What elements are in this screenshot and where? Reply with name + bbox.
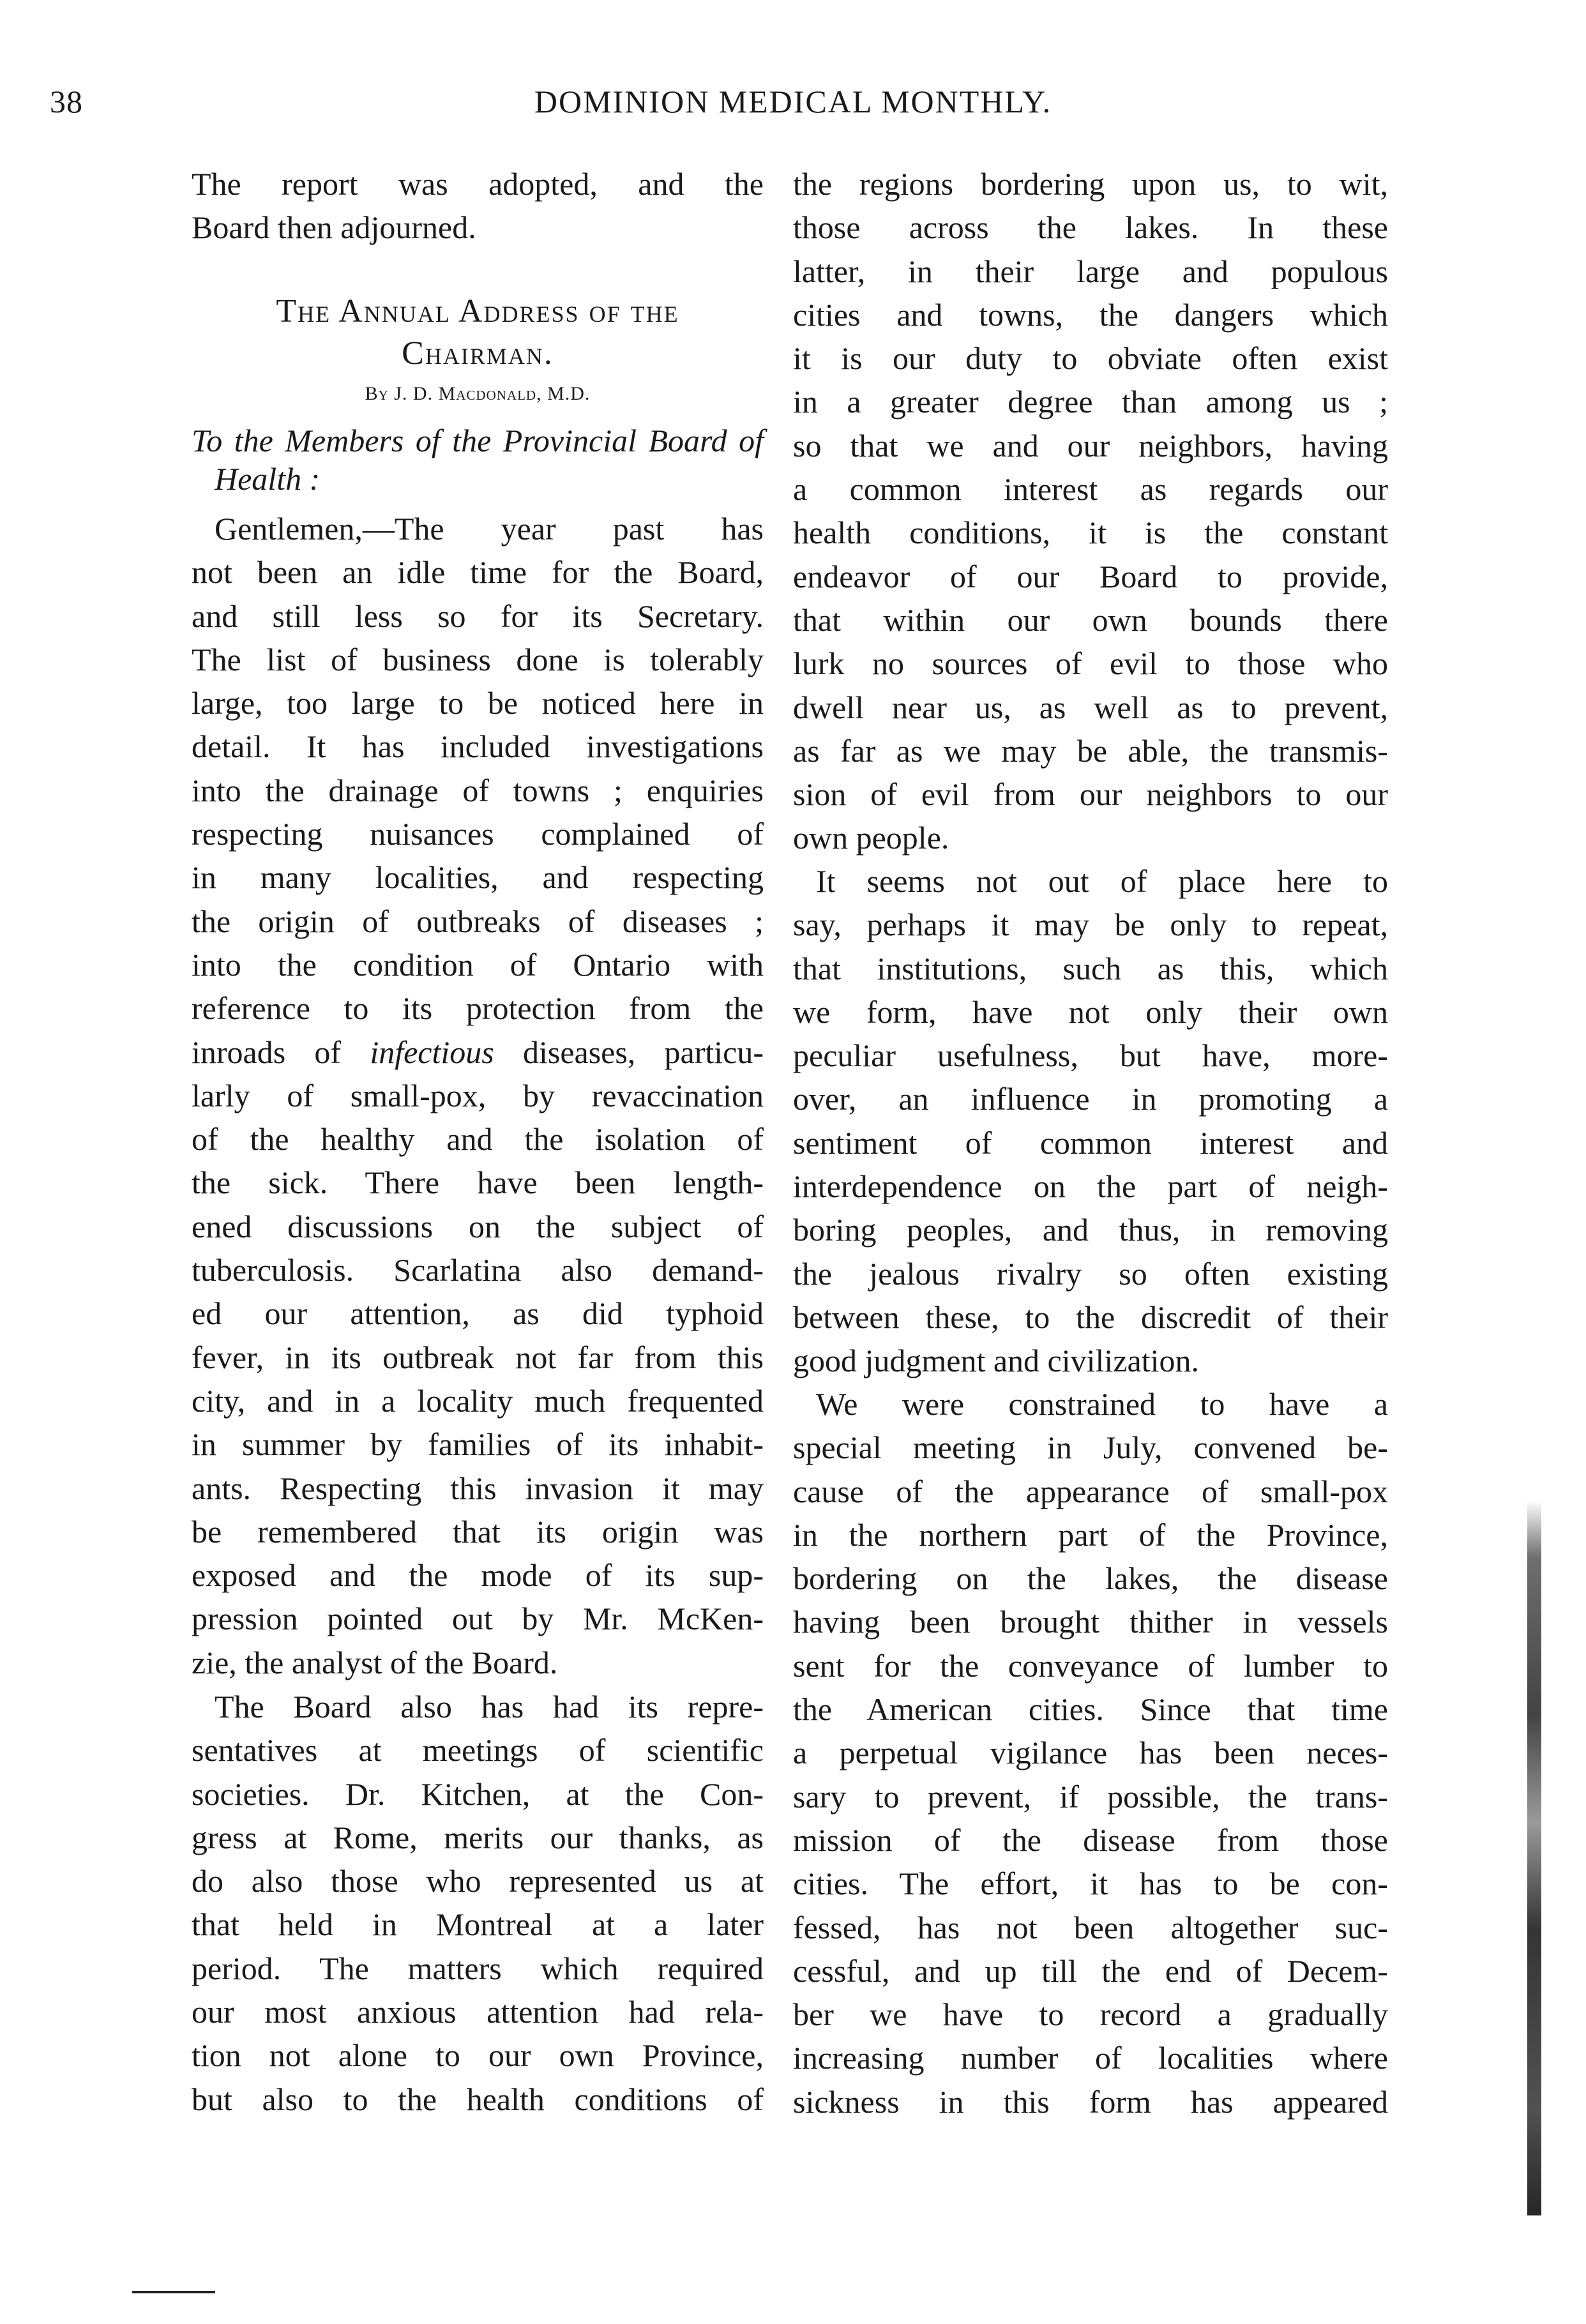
heading-line: Chairman.	[402, 335, 554, 372]
text-line: increasing number of localities where	[793, 2040, 1388, 2076]
heading-line: The Annual Address of the	[276, 293, 679, 329]
text-line: ants. Respecting this invasion it may	[192, 1470, 764, 1506]
text-line: ed our attention, as did typhoid	[192, 1295, 764, 1332]
text-line: the origin of outbreaks of diseases ;	[192, 903, 764, 939]
scan-artifact	[1527, 1500, 1541, 2215]
text-line: The list of business done is tolerably	[192, 641, 764, 677]
text-line: societies. Dr. Kitchen, at the Con-	[192, 1776, 764, 1812]
text-line: health conditions, it is the constant	[793, 515, 1388, 551]
text-line: The Board also has had its repre-	[215, 1689, 764, 1724]
text-line: It seems not out of place here to	[816, 863, 1388, 899]
text-span: inroads of	[192, 1034, 370, 1070]
text-line: tuberculosis. Scarlatina also demand-	[192, 1252, 764, 1288]
text-line: in summer by families of its inhabit-	[192, 1426, 764, 1463]
text-line: be remembered that its origin was	[192, 1513, 764, 1550]
text-line: good judgment and civilization.	[793, 1343, 1199, 1379]
text-line: not been an idle time for the Board,	[192, 554, 764, 591]
text-line: the jealous rivalry so often existing	[793, 1255, 1388, 1292]
text-line: pression pointed out by Mr. McKen-	[192, 1601, 764, 1637]
text-line: our most anxious attention had rela-	[192, 1994, 764, 2030]
text-line: say, perhaps it may be only to repeat,	[793, 907, 1388, 943]
text-line: mission of the disease from those	[793, 1822, 1388, 1858]
text-line: period. The matters which required	[192, 1950, 764, 1986]
text-line: respecting nuisances complained of	[192, 816, 764, 852]
text-line: zie, the analyst of the Board.	[192, 1644, 558, 1680]
text-line: gress at Rome, merits our thanks, as	[192, 1819, 764, 1855]
text-line: so that we and our neighbors, having	[793, 427, 1388, 464]
text-line: we form, have not only their own	[793, 993, 1388, 1030]
text-line: ened discussions on the subject of	[192, 1208, 764, 1244]
text-line: into the condition of Ontario with	[192, 946, 764, 983]
salutation	[192, 421, 764, 498]
text-line: sickness in this form has appeared	[793, 2083, 1388, 2120]
paragraph	[793, 859, 1388, 1383]
text-line: interdependence on the part of neigh-	[793, 1168, 1388, 1205]
text-line: as far as we may be able, the transmis-	[793, 732, 1388, 769]
text-line: tion not alone to our own Province,	[192, 2037, 764, 2074]
running-head: DOMINION MEDICAL MONTHLY.	[534, 84, 1052, 119]
text-line: city, and in a locality much frequented	[192, 1382, 764, 1419]
byline: By J. D. Macdonald, M.D.	[365, 383, 591, 404]
text-line: over, an influence in promoting a	[793, 1081, 1388, 1117]
text-line: Gentlemen,—The year past has	[215, 511, 764, 547]
text-span: diseases, particu-	[494, 1034, 764, 1070]
text-line: but also to the health conditions of	[192, 2081, 764, 2117]
byline-block	[192, 378, 764, 410]
text-line: having been brought thither in vessels	[793, 1604, 1388, 1640]
italic-text: infectious	[370, 1034, 494, 1070]
article-heading	[192, 290, 764, 375]
text-line: fessed, has not been altogether suc-	[793, 1909, 1388, 1945]
text-line: do also those who represented us at	[192, 1863, 764, 1899]
text-line: a perpetual vigilance has been neces-	[793, 1735, 1388, 1771]
text-line: Board then adjourned.	[192, 209, 476, 246]
text-line: cities. The effort, it has to be con-	[793, 1866, 1388, 1902]
paragraph	[793, 1382, 1388, 2124]
paragraph	[192, 162, 764, 250]
paragraph	[192, 507, 764, 1684]
text-line: sent for the conveyance of lumber to	[793, 1647, 1388, 1684]
text-line: the American cities. Since that time	[793, 1691, 1388, 1728]
text-line: special meeting in July, convened be-	[793, 1430, 1388, 1466]
salutation-line: Health :	[215, 461, 321, 497]
text-line: endeavor of our Board to provide,	[793, 558, 1388, 594]
text-line: sion of evil from our neighbors to our	[793, 776, 1388, 813]
page-number: 38	[50, 84, 83, 119]
text-line: cities and towns, the dangers which	[793, 296, 1388, 333]
text-line: peculiar usefulness, but have, more-	[793, 1038, 1388, 1074]
text-line: exposed and the mode of its sup-	[192, 1557, 764, 1594]
text-line: sentatives at meetings of scientific	[192, 1732, 764, 1769]
text-line: own people.	[793, 820, 949, 856]
text-line: in the northern part of the Province,	[793, 1516, 1388, 1553]
text-line: sentiment of common interest and	[793, 1124, 1388, 1161]
salutation-line: To the Members of the Provincial Board of	[192, 423, 764, 458]
text-line	[192, 1030, 764, 1074]
footer-rule	[132, 2291, 215, 2293]
text-line: that institutions, such as this, which	[793, 950, 1388, 986]
text-line: ber we have to record a gradually	[793, 1996, 1388, 2033]
text-line: that within our own bounds there	[793, 601, 1388, 638]
text-line: bordering on the lakes, the disease	[793, 1560, 1388, 1597]
text-line: large, too large to be noticed here in	[192, 685, 764, 721]
text-line: into the drainage of towns ; enquiries	[192, 772, 764, 808]
text-line: latter, in their large and populous	[793, 253, 1388, 289]
text-line: those across the lakes. In these	[793, 209, 1388, 246]
text-line: between these, to the discredit of their	[793, 1299, 1388, 1335]
text-line: fever, in its outbreak not far from this	[192, 1339, 764, 1375]
text-line: sary to prevent, if possible, the trans-	[793, 1778, 1388, 1815]
text-line: boring peoples, and thus, in removing	[793, 1212, 1388, 1248]
text-line: that held in Montreal at a later	[192, 1906, 764, 1943]
paragraph	[793, 162, 1388, 860]
text-line: the sick. There have been length-	[192, 1165, 764, 1201]
text-line: cause of the appearance of small-pox	[793, 1473, 1388, 1509]
text-line: and still less so for its Secretary.	[192, 598, 764, 634]
text-line: cessful, and up till the end of Decem-	[793, 1952, 1388, 1989]
text-line: larly of small-pox, by revaccination	[192, 1077, 764, 1113]
text-line: The report was adopted, and the	[192, 166, 764, 202]
text-line: detail. It has included investigations	[192, 728, 764, 765]
text-line: reference to its protection from the	[192, 990, 764, 1027]
paragraph	[192, 1685, 764, 2121]
text-line: a common interest as regards our	[793, 471, 1388, 508]
text-line: it is our duty to obviate often exist	[793, 340, 1388, 377]
text-line: of the healthy and the isolation of	[192, 1121, 764, 1158]
text-line: dwell near us, as well as to prevent,	[793, 689, 1388, 725]
text-line: in many localities, and respecting	[192, 859, 764, 896]
text-line: lurk no sources of evil to those who	[793, 645, 1388, 682]
text-line: in a greater degree than among us ;	[793, 384, 1388, 420]
text-line: the regions bordering upon us, to wit,	[793, 166, 1388, 202]
text-line: We were constrained to have a	[816, 1386, 1388, 1422]
